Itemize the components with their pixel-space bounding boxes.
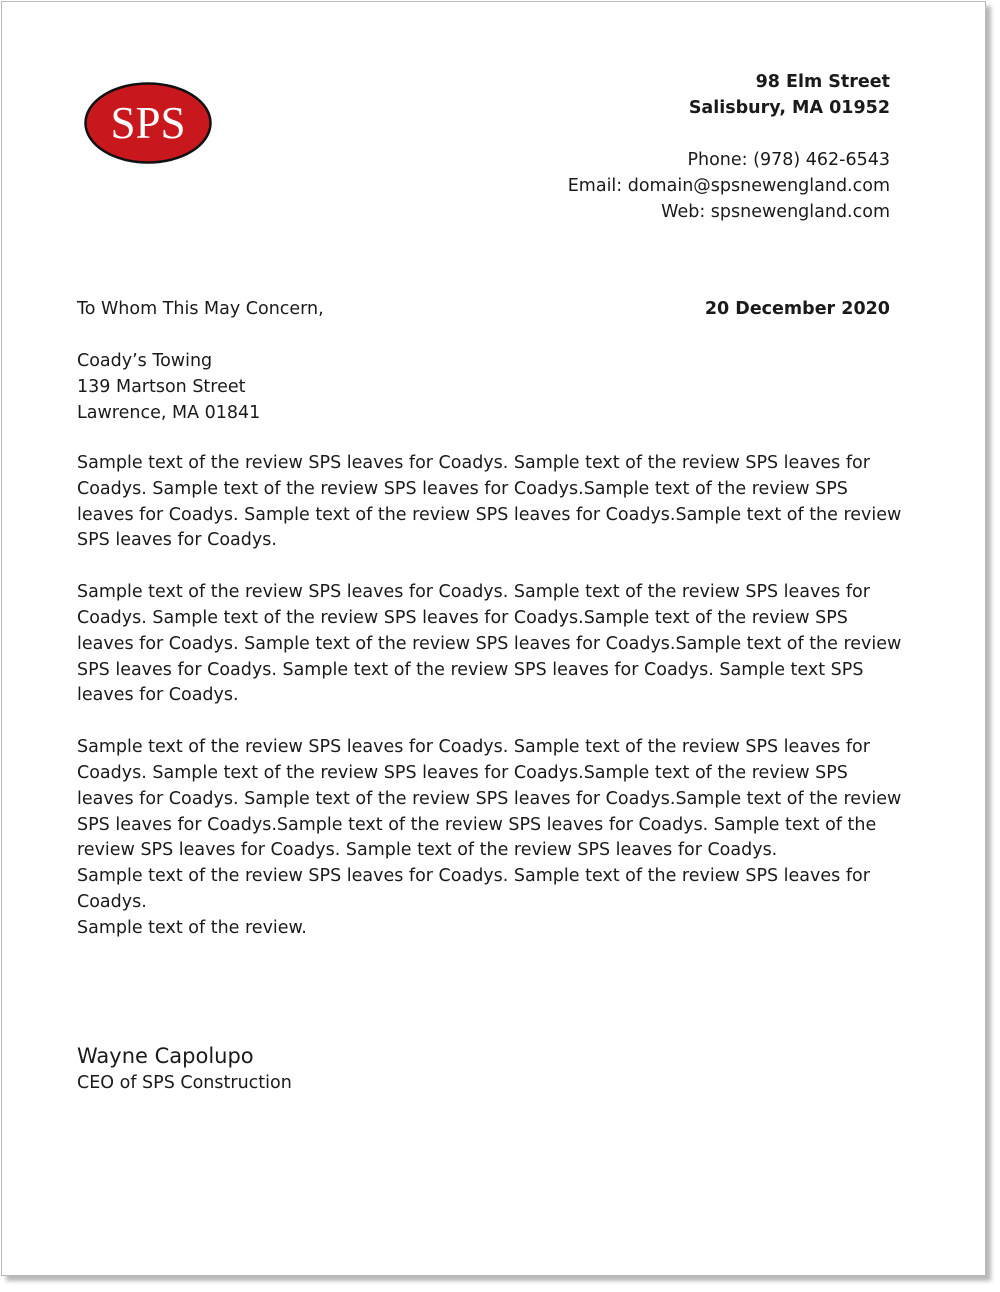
letter-page (1, 1, 986, 1276)
salutation: To Whom This May Concern, (77, 299, 324, 319)
sender-web: Web: spsnewengland.com (661, 202, 890, 222)
sender-phone: Phone: (978) 462-6543 (687, 150, 890, 170)
company-logo (84, 82, 212, 164)
body-paragraph: Sample text of the review SPS leaves for Coadys. Sample text of the review SPS leaves for Coadys. Sample text of the review SPS leaves for Coadys.Sample text of the review SPS leaves for Coadys. Sample text of the review SPS leaves for Coadys.Sample text of the review SPS leaves for Coadys. (77, 453, 902, 551)
signer-title: CEO of SPS Construction (77, 1073, 292, 1093)
sender-address-block (568, 69, 890, 225)
signer-name: Wayne Capolupo (77, 1044, 254, 1068)
sender-city-state-zip: Salisbury, MA 01952 (688, 98, 890, 118)
sps-logo-icon (84, 82, 212, 164)
body-paragraph: Sample text of the review SPS leaves for Coadys. Sample text of the review SPS leaves for Coadys. Sample text of the review SPS leaves for Coadys.Sample text of the review SPS leaves for Coadys. Sample text of the review SPS leaves for Coadys.Sample text of the review SPS leaves for Coadys.Sample text of the review SPS leaves for Coadys. Sample text of the review SPS leaves for Coadys. Sample text of the review SPS leaves for Coadys. Sample text of the review SPS leaves for Coadys. Sample text of the review SPS leaves for Coadys. Sample text of the review. (77, 737, 902, 938)
logo-text: SPS (110, 98, 186, 148)
recipient-city-state-zip: Lawrence, MA 01841 (77, 403, 261, 423)
sender-street: 98 Elm Street (755, 72, 890, 92)
letter-body (77, 451, 917, 968)
recipient-address-block (77, 348, 260, 426)
signature-block (77, 1042, 292, 1096)
letter-date: 20 December 2020 (704, 299, 890, 319)
recipient-name: Coady’s Towing (77, 351, 213, 371)
body-paragraph: Sample text of the review SPS leaves for Coadys. Sample text of the review SPS leaves for Coadys. Sample text of the review SPS leaves for Coadys.Sample text of the review SPS leaves for Coadys. Sample text of the review SPS leaves for Coadys.Sample text of the review SPS leaves for Coadys. Sample text of the review SPS leaves for Coadys. Sample text SPS leaves for Coadys. (77, 582, 902, 706)
recipient-street: 139 Martson Street (77, 377, 246, 397)
sender-email: Email: domain@spsnewengland.com (567, 176, 890, 196)
